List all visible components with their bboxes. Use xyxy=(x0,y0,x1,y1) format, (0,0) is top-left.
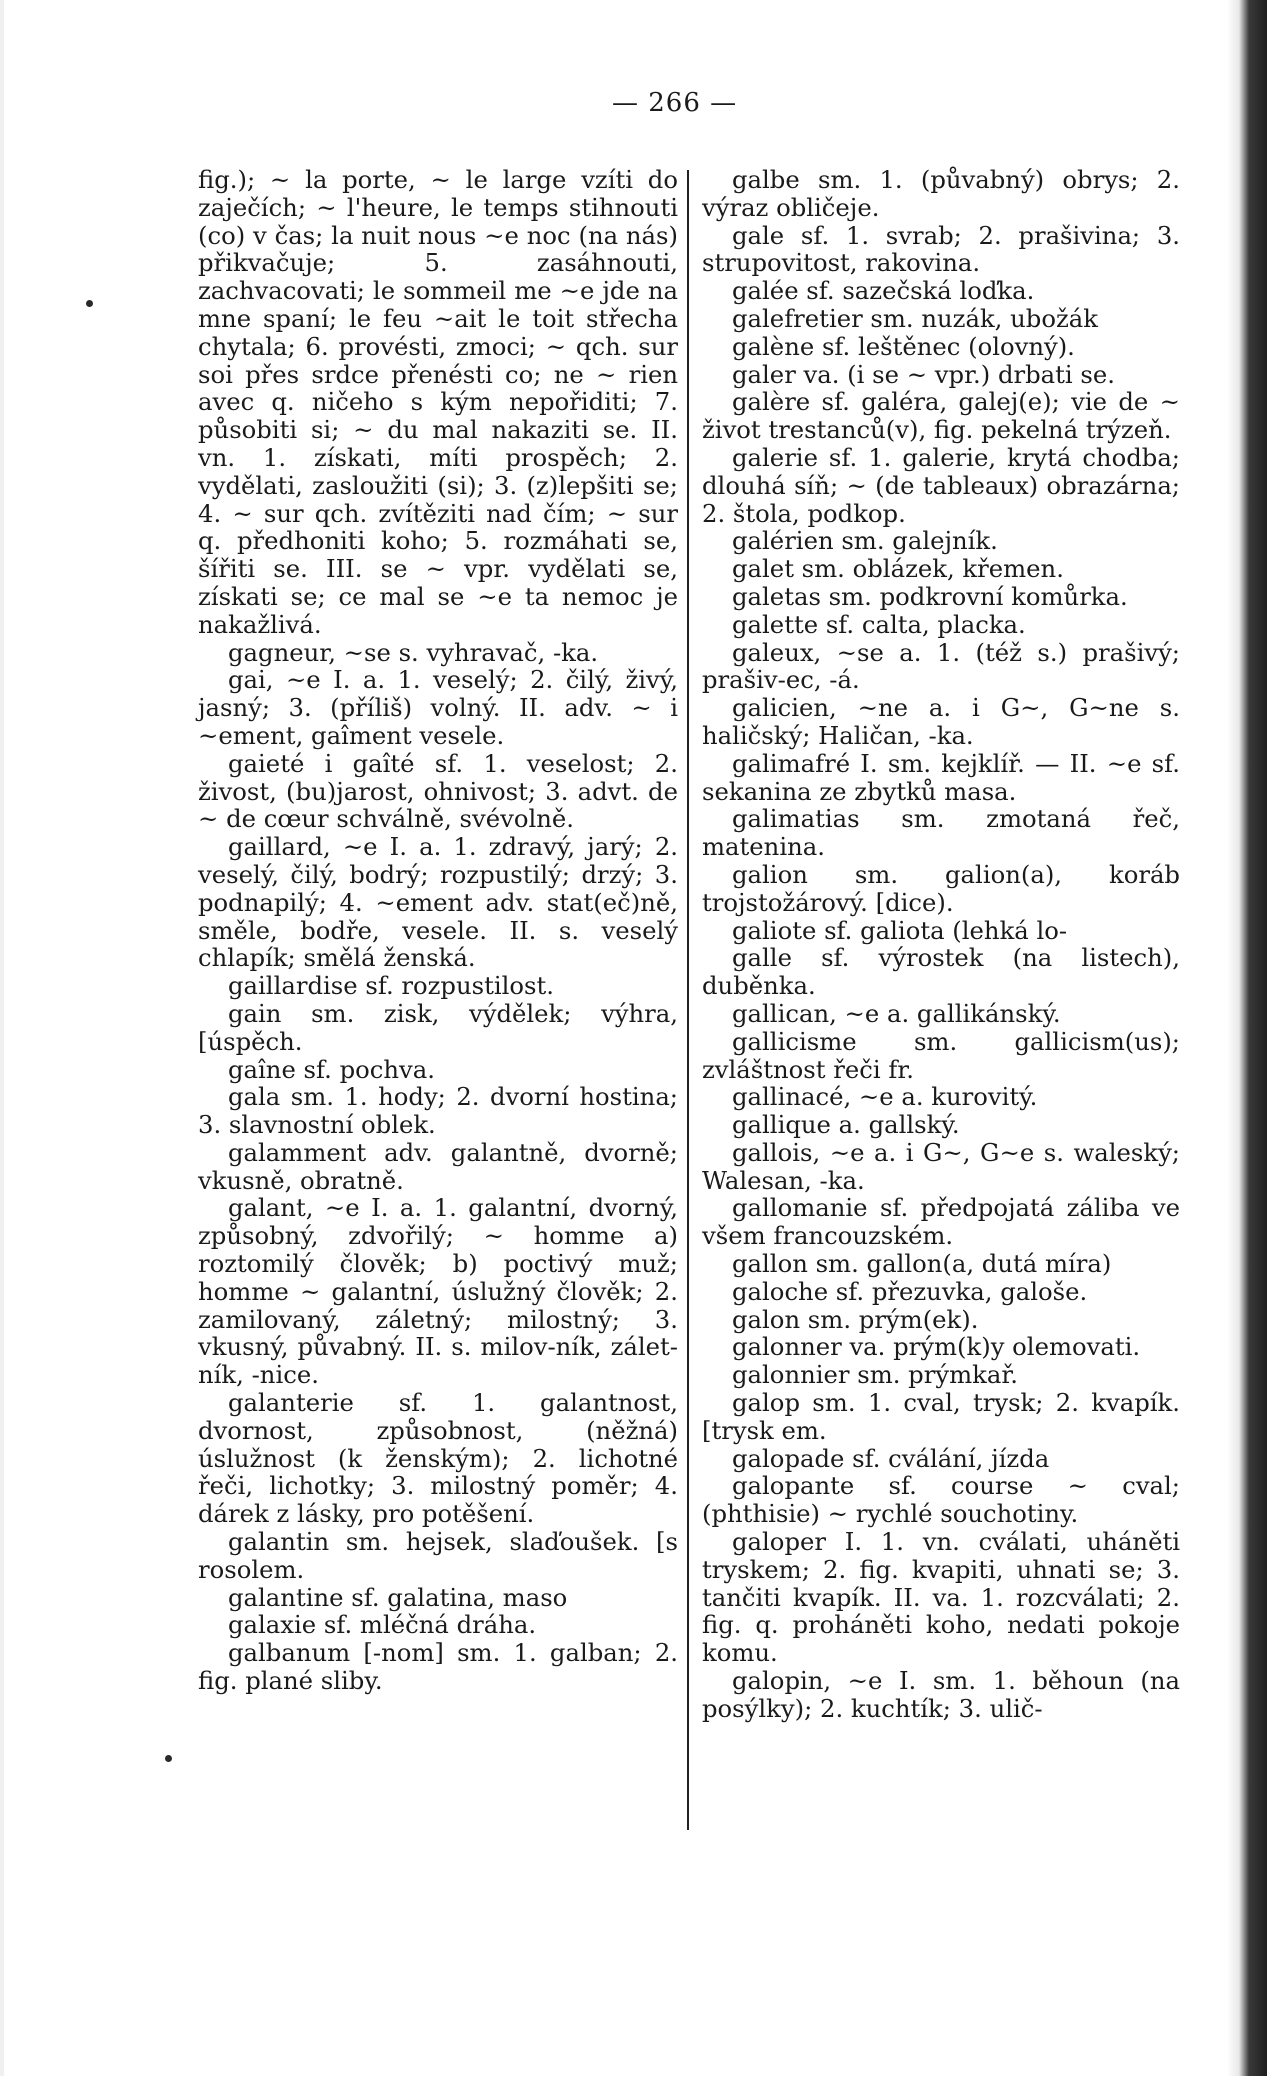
page-left-edge xyxy=(0,0,4,2076)
dictionary-entry: gain sm. zisk, výdělek; výhra, [úspěch. xyxy=(198,998,678,1056)
dictionary-entry: gallique a. gallský. xyxy=(732,1110,960,1140)
dictionary-entry: gallois, ~e a. i G~, G~e s. waleský; Walesan, -ka. xyxy=(702,1137,1180,1195)
column-divider xyxy=(687,170,689,1830)
dictionary-entry: galérien sm. galejník. xyxy=(732,526,998,556)
dictionary-entry: gagneur, ~se s. vyhravač, -ka. xyxy=(228,637,599,667)
left-column xyxy=(198,166,678,1695)
dictionary-entry: gaîne sf. pochva. xyxy=(228,1054,435,1084)
dictionary-entry: galée sf. sazečská loďka. xyxy=(732,276,1035,306)
dictionary-entry: gallicisme sm. gallicism(us); zvláštnost řeči fr. xyxy=(702,1026,1180,1084)
dictionary-entry: galimatias sm. zmotaná řeč, matenina. xyxy=(702,804,1180,862)
dictionary-entry: galoper I. 1. vn. cválati, uháněti tryskem; 2. fig. kvapiti, uhnati se; 3. tančiti kvapík. II. va. 1. rozcválati; 2. fig. q. proháněti koho, nedati pokoje komu. xyxy=(702,1527,1180,1668)
dictionary-entry: galion sm. galion(a), koráb trojstožárový. [dice). xyxy=(702,859,1180,917)
dictionary-entry: galop sm. 1. cval, trysk; 2. kvapík. [trysk em. xyxy=(702,1388,1180,1445)
dictionary-entry: galbe sm. 1. (půvabný) obrys; 2. výraz obličeje. xyxy=(702,165,1180,222)
dictionary-entry: gaillard, ~e I. a. 1. zdravý, jarý; 2. veselý, čilý, bodrý; rozpustilý; drzý; 3. podnapilý; 4. ~ement adv. stat(eč)ně, směle, bodře, vesele. II. s. veselý chlapík; smělá ženská. xyxy=(198,832,678,973)
dictionary-entry: gaillardise sf. rozpustilost. xyxy=(228,971,554,1001)
dictionary-entry: galette sf. calta, placka. xyxy=(732,609,1026,639)
dictionary-entry: gallon sm. gallon(a, dutá míra) xyxy=(732,1249,1112,1279)
dictionary-entry: gai, ~e I. a. 1. veselý; 2. čilý, živý, jasný; 3. (příliš) volný. II. adv. ~ i ~ement, gaîment vesele. xyxy=(198,665,678,750)
dictionary-entry: gallomanie sf. předpojatá záliba ve všem francouzském. xyxy=(702,1193,1180,1251)
dictionary-entry: galetas sm. podkrovní komůrka. xyxy=(732,581,1128,611)
dictionary-entry: gala sm. 1. hody; 2. dvorní hostina; 3. slavnostní oblek. xyxy=(198,1082,678,1140)
dictionary-entry: gale sf. 1. svrab; 2. prašivina; 3. strupovitost, rakovina. xyxy=(702,220,1180,278)
dictionary-entry: galefretier sm. nuzák, ubožák xyxy=(732,303,1098,333)
dictionary-entry: gallinacé, ~e a. kurovitý. xyxy=(732,1082,1038,1112)
dictionary-entry: galle sf. výrostek (na listech), duběnka. xyxy=(702,943,1180,1001)
dictionary-entry: galamment adv. galantně, dvorně; vkusně, obratně. xyxy=(198,1137,678,1195)
dictionary-entry: galopin, ~e I. sm. 1. běhoun (na posýlky); 2. kuchtík; 3. ulič- xyxy=(702,1666,1180,1723)
dictionary-entry: galeux, ~se a. 1. (též s.) prašivý; prašiv-ec, -á. xyxy=(702,637,1180,695)
dictionary-entry: galet sm. oblázek, křemen. xyxy=(732,554,1064,584)
dictionary-entry: galer va. (i se ~ vpr.) drbati se. xyxy=(732,359,1115,389)
dictionary-entry: galiote sf. galiota (lehká lo- xyxy=(732,915,1068,945)
dictionary-entry: galicien, ~ne a. i G~, G~ne s. haličský; Haličan, -ka. xyxy=(702,693,1180,750)
dictionary-entry: galerie sf. 1. galerie, krytá chodba; dlouhá síň; ~ (de tableaux) obrazárna; 2. štola, podkop. xyxy=(702,442,1180,528)
dictionary-entry: galon sm. prým(ek). xyxy=(732,1304,979,1334)
dictionary-entry: gallican, ~e a. gallikánský. xyxy=(732,998,1061,1028)
dictionary-entry: galène sf. leštěnec (olovný). xyxy=(732,331,1075,361)
dictionary-entry: galopade sf. cválání, jízda xyxy=(732,1443,1050,1473)
dictionary-entry-continuation: fig.); ~ la porte, ~ le large vzíti do zaječích; ~ l'heure, le temps stihnouti (co) v čas; la nuit nous ~e noc (na nás) přikvačuje; 5. zasáhnouti, zachvacovati; le sommeil me ~e jde na mne spaní; le feu ~ait le toit střecha chytala; 6. provésti, zmoci; ~ qch. sur soi přes srdce přenésti co; ne ~ rien avec q. ničeho s kým nepořiditi; 7. působiti si; ~ du mal nakaziti se. II. vn. 1. získati, míti prospěch; 2. vydělati, zasloužiti (si); 3. (z)lepšiti se; 4. ~ sur qch. zvítěziti nad čím; ~ sur q. předhoniti koho; 5. rozmáhati se, šířiti se. III. se ~ vpr. vydělati se, získati se; ce mal se ~e ta nemoc je nakažlivá. xyxy=(198,165,678,639)
right-column xyxy=(702,166,1180,1723)
dictionary-entry: galère sf. galéra, galej(e); vie de ~ život trestanců(v), fig. pekelná trýzeň. xyxy=(702,387,1180,445)
dictionary-entry: galopante sf. course ~ cval; (phthisie) ~ rychlé souchotiny. xyxy=(702,1471,1180,1529)
ink-speck xyxy=(165,1755,172,1762)
dictionary-entry: galanterie sf. 1. galantnost, dvornost, způsobnost, (něžná) úslužnost (k ženským); 2. lichotné řeči, lichotky; 3. milostný poměr; 4. dárek z lásky, pro potěšení. xyxy=(198,1388,678,1529)
dictionary-entry: galant, ~e I. a. 1. galantní, dvorný, způsobný, zdvořilý; ~ homme a) roztomilý člověk; b) poctivý muž; homme ~ galantní, úslužný člověk; 2. zamilovaný, záletný; milostný; 3. vkusný, půvabný. II. s. milov-ník, zálet-ník, -nice. xyxy=(198,1193,678,1390)
dictionary-entry: galantine sf. galatina, maso xyxy=(228,1582,568,1612)
dictionary-entry: galaxie sf. mléčná dráha. xyxy=(228,1610,537,1640)
page-number: — 266 — xyxy=(612,88,738,118)
dictionary-entry: galoche sf. přezuvka, galoše. xyxy=(732,1276,1088,1306)
dictionary-entry: galonner va. prým(k)y olemovati. xyxy=(732,1332,1141,1362)
ink-speck xyxy=(86,300,93,307)
dictionary-entry: galantin sm. hejsek, slaďoušek. [s rosolem. xyxy=(198,1527,678,1584)
dictionary-entry: gaieté i gaîté sf. 1. veselost; 2. živost, (bu)jarost, ohnivost; 3. advt. de ~ de cœur schválně, svévolně. xyxy=(198,748,678,834)
page-binding-shadow xyxy=(1227,0,1267,2076)
dictionary-entry: galimafré I. sm. kejklíř. — II. ~e sf. sekanina ze zbytků masa. xyxy=(702,748,1180,806)
dictionary-entry: galbanum [-nom] sm. 1. galban; 2. fig. plané sliby. xyxy=(198,1638,678,1696)
dictionary-entry: galonnier sm. prýmkař. xyxy=(732,1360,1018,1390)
